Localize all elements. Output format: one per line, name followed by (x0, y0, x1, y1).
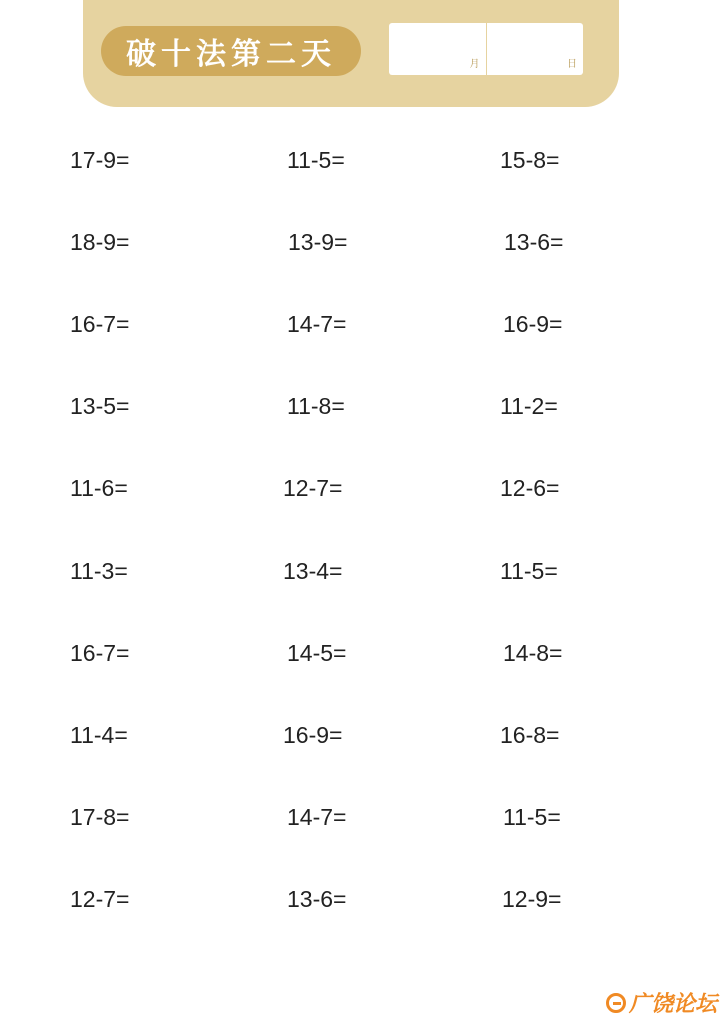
problem: 11-5= (503, 804, 561, 830)
watermark-text: 广饶论坛 (628, 992, 717, 1017)
problem: 16-9= (283, 722, 343, 748)
problem: 14-5= (287, 640, 347, 666)
problem: 11-2= (500, 393, 558, 419)
site-logo-icon (606, 993, 626, 1013)
problem: 16-8= (500, 722, 560, 748)
month-field[interactable] (389, 23, 486, 75)
problem: 14-8= (503, 640, 563, 666)
problem: 13-6= (504, 229, 564, 255)
site-watermark (606, 987, 717, 1018)
problem: 12-6= (500, 475, 560, 501)
problem: 12-7= (70, 886, 130, 912)
problem: 18-9= (70, 229, 130, 255)
problem: 14-7= (287, 804, 347, 830)
problem: 11-5= (287, 147, 345, 173)
problem: 16-9= (503, 311, 563, 337)
problem: 11-8= (287, 393, 345, 419)
problem: 16-7= (70, 640, 130, 666)
problem: 11-5= (500, 558, 558, 584)
worksheet-header (83, 0, 619, 107)
problem: 14-7= (287, 311, 347, 337)
worksheet-title: 破十法第二天 (101, 26, 361, 76)
problem: 12-7= (283, 475, 343, 501)
problem: 11-6= (70, 475, 128, 501)
day-field[interactable] (486, 23, 584, 75)
problem: 17-9= (70, 147, 130, 173)
problem: 15-8= (500, 147, 560, 173)
problem: 12-9= (502, 886, 562, 912)
problem: 13-4= (283, 558, 343, 584)
problem: 16-7= (70, 311, 130, 337)
problem: 11-3= (70, 558, 128, 584)
problem: 11-4= (70, 722, 128, 748)
problem: 13-9= (288, 229, 348, 255)
date-box (389, 23, 583, 75)
month-unit-label: 月 (469, 59, 480, 70)
problem: 13-6= (287, 886, 347, 912)
problem: 13-5= (70, 393, 130, 419)
day-unit-label: 日 (567, 59, 577, 70)
problem: 17-8= (70, 804, 130, 830)
